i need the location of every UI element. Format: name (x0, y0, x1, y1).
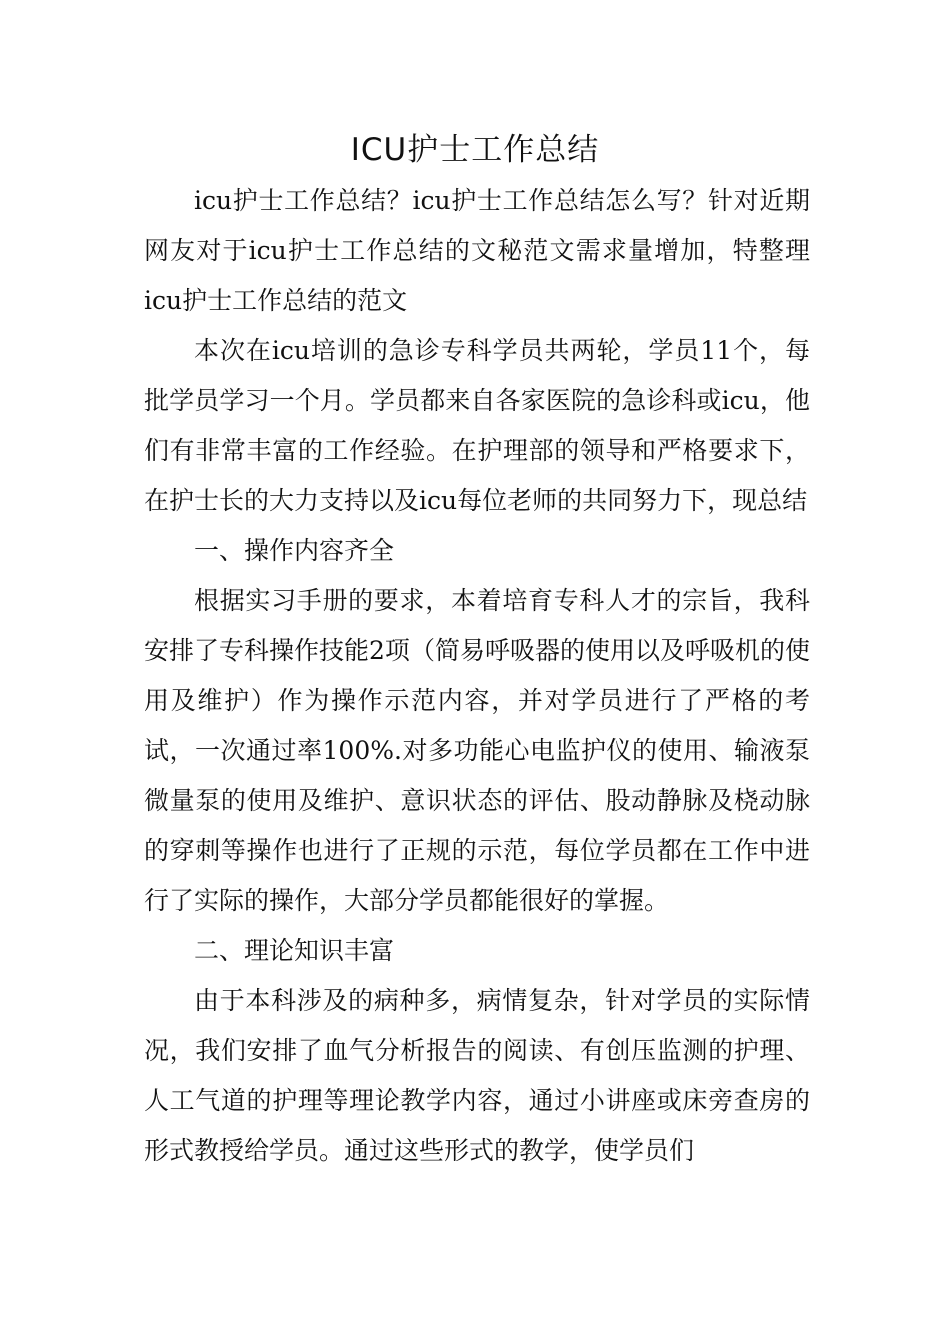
paragraph-theory: 由于本科涉及的病种多，病情复杂，针对学员的实际情况，我们安排了血气分析报告的阅读、有创压监测的护理、人工气道的护理等理论教学内容，通过小讲座或床旁查房的形式教授给学员。通过这些形式的教学，使学员们 (144, 986, 810, 1165)
paragraph-training-overview: 本次在icu培训的急诊专科学员共两轮，学员11个，每批学员学习一个月。学员都来自各家医院的急诊科或icu，他们有非常丰富的工作经验。在护理部的领导和严格要求下，在护士长的大力支持以及icu每位老师的共同努力下，现总结 (144, 336, 810, 515)
section-heading-operations: 一、操作内容齐全 (194, 536, 395, 565)
document-body (144, 176, 810, 1176)
paragraph-operations: 根据实习手册的要求，本着培育专科人才的宗旨，我科安排了专科操作技能2项（简易呼吸器的使用以及呼吸机的使用及维护）作为操作示范内容，并对学员进行了严格的考试，一次通过率100%.对多功能心电监护仪的使用、输液泵微量泵的使用及维护、意识状态的评估、股动静脉及桡动脉的穿刺等操作也进行了正规的示范，每位学员都在工作中进行了实际的操作，大部分学员都能很好的掌握。 (144, 586, 810, 915)
section-heading-theory: 二、理论知识丰富 (194, 936, 395, 965)
document-title: ICU护士工作总结 (350, 132, 600, 168)
paragraph-intro: icu护士工作总结？icu护士工作总结怎么写？针对近期网友对于icu护士工作总结的文秘范文需求量增加，特整理icu护士工作总结的范文 (144, 186, 810, 315)
